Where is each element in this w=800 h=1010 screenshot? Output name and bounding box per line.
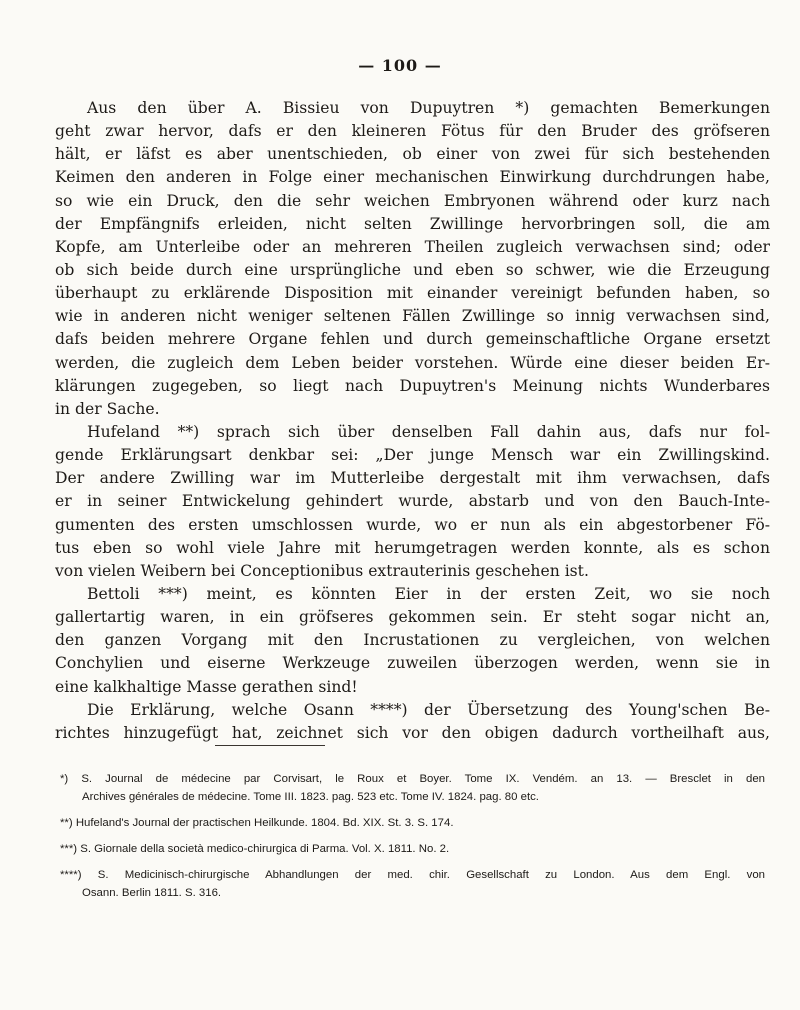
footnote-line: ***) S. Giornale della società medico-chirurgica di Parma. Vol. X. 1811. No. 2.	[60, 843, 450, 855]
page-number: — 100 —	[358, 56, 442, 75]
body-text	[55, 97, 770, 745]
body-line: hält, er läfst es aber unentschieden, ob einer von zwei für sich bestehenden	[55, 145, 770, 164]
footnote-line: Osann. Berlin 1811. S. 316.	[82, 887, 222, 899]
body-line: gende Erklärungsart denkbar sei: „Der junge Mensch war ein Zwillingskind.	[55, 446, 770, 465]
body-line: Hufeland **) sprach sich über denselben Fall dahin aus, dafs nur fol-	[87, 422, 770, 441]
body-line: Kopfe, am Unterleibe oder an mehreren Theilen zugleich verwachsen sind; oder	[55, 237, 770, 256]
body-line: in der Sache.	[55, 399, 160, 418]
body-line: Aus den über A. Bissieu von Dupuytren *) gemachten Bemerkungen	[87, 99, 770, 117]
body-line: so wie ein Druck, den die sehr weichen Embryonen während oder kurz nach	[55, 191, 770, 210]
body-line: tus eben so wohl viele Jahre mit herumgetragen werden konnte, als es schon	[55, 538, 770, 557]
body-line: den ganzen Vorgang mit den Incrustationen zu vergleichen, von welchen	[55, 631, 770, 650]
body-line: Conchylien und eiserne Werkzeuge zuweilen überzogen werden, wenn sie in	[55, 654, 770, 673]
footnotes	[60, 770, 765, 902]
body-line: von vielen Weibern bei Conceptionibus extrauterinis geschehen ist.	[55, 561, 589, 580]
body-line: Bettoli ***) meint, es könnten Eier in der ersten Zeit, wo sie noch	[87, 584, 770, 603]
body-line: Keimen den anderen in Folge einer mechanischen Einwirkung durchdrungen habe,	[55, 168, 770, 187]
body-line: geht zwar hervor, dafs er den kleineren Fötus für den Bruder des gröfseren	[55, 122, 770, 141]
body-line: Der andere Zwilling war im Mutterleibe dergestalt mit ihm verwachsen, dafs	[55, 469, 770, 488]
footnote-divider	[215, 745, 325, 746]
body-line: klärungen zugegeben, so liegt nach Dupuytren's Meinung nichts Wunderbares	[55, 376, 770, 395]
body-line: gumenten des ersten umschlossen wurde, wo er nun als ein abgestorbener Fö-	[55, 515, 770, 534]
footnote-line: *) S. Journal de médecine par Corvisart, le Roux et Boyer. Tome IX. Vendém. an 13. — Bresclet in den	[60, 773, 765, 785]
footnote-line: ****) S. Medicinisch-chirurgische Abhandlungen der med. chir. Gesellschaft zu London. Aus dem Engl. von	[60, 869, 765, 881]
body-line: werden, die zugleich dem Leben beider vorstehen. Würde eine dieser beiden Er-	[55, 353, 770, 372]
body-line: überhaupt zu erklärende Disposition mit einander vereinigt befunden haben, so	[55, 284, 770, 303]
body-line: gallertartig waren, in ein gröfseres gekommen sein. Er steht sogar nicht an,	[55, 608, 770, 627]
body-line: Die Erklärung, welche Osann ****) der Übersetzung des Young'schen Be-	[87, 700, 770, 719]
body-line: dafs beiden mehrere Organe fehlen und durch gemeinschaftliche Organe ersetzt	[55, 330, 770, 349]
body-line: der Empfängnifs erleiden, nicht selten Zwillinge hervorbringen soll, die am	[55, 214, 770, 233]
footnote-line: **) Hufeland's Journal der practischen Heilkunde. 1804. Bd. XIX. St. 3. S. 174.	[60, 817, 454, 829]
body-line: eine kalkhaltige Masse gerathen sind!	[55, 677, 358, 696]
footnote-line: Archives générales de médecine. Tome III. 1823. pag. 523 etc. Tome IV. 1824. pag. 80 etc.	[82, 791, 539, 803]
body-line: wie in anderen nicht weniger seltenen Fällen Zwillinge so innig verwachsen sind,	[55, 307, 770, 326]
body-line: ob sich beide durch eine ursprüngliche und eben so schwer, wie die Erzeugung	[55, 260, 770, 279]
body-line: er in seiner Entwickelung gehindert wurde, abstarb und von den Bauch-Inte-	[55, 492, 770, 511]
body-line: richtes hinzugefügt hat, zeichnet sich vor den obigen dadurch vortheilhaft aus,	[55, 723, 770, 742]
